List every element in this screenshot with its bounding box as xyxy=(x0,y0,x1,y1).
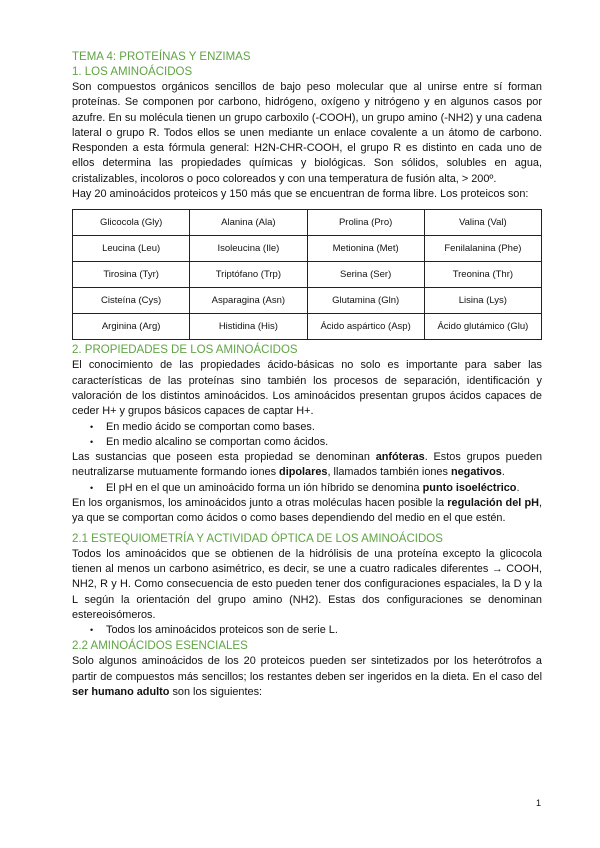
table-cell: Histidina (His) xyxy=(190,314,307,340)
section-2-1-paragraph: Todos los aminoácidos que se obtienen de la hidrólisis de una proteína excepto la glicocola tienen al menos un carbono asimétrico, es decir, se une a cuatro radicales diferentes → COOH, NH2, R y H. Como consecuencia de esto pueden tener dos configuraciones espaciales, la D y la L según la orientación del grupo amino (NH2). Estas dos configuraciones se denominan estereoisómeros. xyxy=(72,547,542,621)
table-row xyxy=(73,210,542,236)
amino-acids-table xyxy=(72,209,542,340)
table-cell: Glutamina (Gln) xyxy=(307,288,424,314)
table-cell: Cisteína (Cys) xyxy=(73,288,190,314)
table-row xyxy=(73,288,542,314)
table-row xyxy=(73,262,542,288)
table-cell: Ácido glutámico (Glu) xyxy=(424,314,541,340)
table-cell: Glicocola (Gly) xyxy=(73,210,190,236)
section-1-paragraph-2: Hay 20 aminoácidos proteicos y 150 más que se encuentran de forma libre. Los proteicos son: xyxy=(72,188,529,201)
table-cell: Treonina (Thr) xyxy=(424,262,541,288)
table-cell: Metionina (Met) xyxy=(307,236,424,262)
section-2-bullet-list xyxy=(72,420,542,451)
table-row xyxy=(73,314,542,340)
table-cell: Leucina (Leu) xyxy=(73,236,190,262)
table-cell: Prolina (Pro) xyxy=(307,210,424,236)
table-cell: Serina (Ser) xyxy=(307,262,424,288)
table-cell: Fenilalanina (Phe) xyxy=(424,236,541,262)
list-item: • Todos los aminoácidos proteicos son de serie L. xyxy=(90,623,542,638)
table-cell: Tirosina (Tyr) xyxy=(73,262,190,288)
section-2-heading: 2. PROPIEDADES DE LOS AMINOÁCIDOS xyxy=(72,344,298,357)
section-2-bullet-list-2 xyxy=(72,481,542,496)
list-item: • En medio ácido se comportan como bases. xyxy=(90,420,542,435)
section-1-heading: 1. LOS AMINOÁCIDOS xyxy=(72,66,193,78)
section-2-1-heading: 2.1 ESTEQUIOMETRÍA Y ACTIVIDAD ÓPTICA DE LOS AMINOÁCIDOS xyxy=(72,532,443,545)
section-2-2-heading: 2.2 AMINOÁCIDOS ESENCIALES xyxy=(72,640,248,653)
table-cell: Alanina (Ala) xyxy=(190,210,307,236)
page-number: 1 xyxy=(536,798,542,808)
list-item: • El pH en el que un aminoácido forma un ión híbrido se denomina punto isoeléctrico. xyxy=(90,481,542,496)
table-cell: Valina (Val) xyxy=(424,210,541,236)
table-row xyxy=(73,236,542,262)
table-cell: Triptófano (Trp) xyxy=(190,262,307,288)
section-2-paragraph-2: Las sustancias que poseen esta propiedad se denominan anfóteras. Estos grupos pueden neutralizarse mutuamente formando iones dipolares, llamados también iones negativos. xyxy=(72,451,543,479)
table-cell: Arginina (Arg) xyxy=(73,314,190,340)
section-2-paragraph-3: En los organismos, los aminoácidos junto a otras moléculas hacen posible la regulación del pH, ya que se comportan como ácidos o como bases dependiendo del medio en el que estén. xyxy=(72,497,542,525)
document-page xyxy=(72,50,542,700)
document-title: TEMA 4: PROTEÍNAS Y ENZIMAS xyxy=(72,51,251,63)
table-cell: Isoleucina (Ile) xyxy=(190,236,307,262)
list-item: • En medio alcalino se comportan como ácidos. xyxy=(90,435,542,450)
table-cell: Ácido aspártico (Asp) xyxy=(307,314,424,340)
table-cell: Asparagina (Asn) xyxy=(190,288,307,314)
table-cell: Lisina (Lys) xyxy=(424,288,541,314)
section-1-paragraph-1: Son compuestos orgánicos sencillos de bajo peso molecular que al unirse entre sí forman proteínas. Se componen por carbono, hidrógeno, oxígeno y nitrógeno y en algunos casos por azufre. En su molécula tienen un grupo carboxilo (-COOH), un grupo amino (-NH2) y una cadena lateral o grupo R. Todos ellos se unen mediante un enlace covalente a un átomo de carbono. Responden a esta fórmula general: H2N-CHR-COOH, el grupo R es distinto en cada uno de ellos determina las propiedades químicas y biológicas. Son sólidos, solubles en agua, cristalizables, incoloros o poco coloreados y con una temperatura de fusión alta, > 200º. xyxy=(72,81,542,185)
section-2-2-paragraph: Solo algunos aminoácidos de los 20 proteicos pueden ser sintetizados por los heterótrofos a partir de compuestos más sencillos; los restantes deben ser ingeridos en la dieta. En el caso del ser humano adulto son los siguientes: xyxy=(72,655,542,699)
section-2-paragraph-1: El conocimiento de las propiedades ácido-básicas no solo es importante para saber las características de las proteínas sino también los procesos de separación, identificación y valoración de los distintos aminoácidos. Los aminoácidos presentan grupos ácidos capaces de ceder H+ y grupos básicos capaces de captar H+. xyxy=(72,359,542,418)
section-2-1-bullet-list xyxy=(72,623,542,638)
